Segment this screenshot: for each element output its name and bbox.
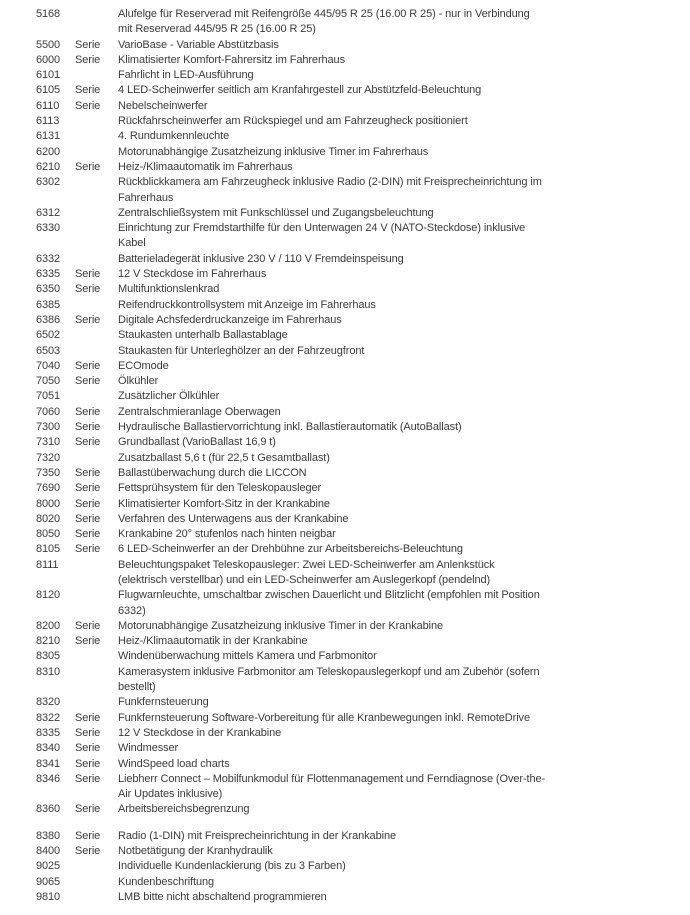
- option-description: [118, 206, 666, 221]
- option-description: [118, 695, 666, 710]
- option-description-line: Rückfahrscheinwerfer am Rückspiegel und am Fahrzeugheck positioniert: [118, 115, 468, 128]
- option-description: [118, 772, 666, 803]
- option-row: [36, 512, 666, 527]
- option-description: [118, 619, 666, 634]
- option-code: 6000: [36, 53, 61, 66]
- option-description: [118, 649, 666, 664]
- option-code: 7300: [36, 421, 61, 434]
- option-description-line: Beleuchtungspaket Teleskopausleger: Zwei LED-Scheinwerfer am Anlenkstück: [118, 558, 495, 571]
- option-description-line: Alufelge für Reserverad mit Reifengröße 445/95 R 25 (16.00 R 25) - nur in Verbindung: [118, 8, 530, 20]
- serie-flag: Serie: [75, 99, 101, 112]
- option-code: 8105: [36, 543, 61, 556]
- serie-flag: Serie: [75, 635, 101, 648]
- serie-flag: Serie: [75, 619, 101, 632]
- option-description-line: Staukasten für Unterleghölzer an der Fahrzeugfront: [118, 344, 365, 357]
- option-row: [36, 221, 666, 252]
- option-code: 6101: [36, 69, 61, 82]
- option-code: 7060: [36, 405, 61, 418]
- serie-flag: Serie: [75, 845, 101, 858]
- option-description-line: 4. Rundumkennleuchte: [118, 130, 230, 143]
- option-row: [36, 665, 666, 696]
- option-description-line: Krankabine 20° stufenlos nach hinten neigbar: [118, 528, 336, 541]
- option-code: 6210: [36, 160, 61, 173]
- option-description: [118, 420, 666, 435]
- option-description: [118, 451, 666, 466]
- option-row: [36, 99, 666, 114]
- option-description: [118, 7, 666, 38]
- serie-flag: Serie: [75, 829, 101, 842]
- option-code: 8111: [36, 558, 59, 571]
- option-description-line: Zusätzlicher Ölkühler: [118, 390, 220, 403]
- option-code: 8305: [36, 650, 61, 663]
- option-code: 7050: [36, 375, 61, 388]
- option-description-line: Heiz-/Klimaautomatik in der Krankabine: [118, 635, 308, 648]
- option-row: [36, 890, 666, 905]
- serie-flag: Serie: [75, 84, 101, 97]
- option-description-line: Grundballast (VarioBallast 16,9 t): [118, 436, 276, 449]
- option-row: [36, 772, 666, 803]
- option-description: [118, 389, 666, 404]
- option-code: 8320: [36, 696, 61, 709]
- option-description-line: Klimatisierter Komfort-Sitz in der Krankabine: [118, 497, 330, 510]
- option-description-line: Fahrerhaus: [118, 191, 174, 204]
- option-description: [118, 221, 666, 252]
- option-row: [36, 649, 666, 664]
- option-code: 7310: [36, 436, 61, 449]
- option-row: [36, 38, 666, 53]
- option-description-line: Verfahren des Unterwagens aus der Krankabine: [118, 512, 349, 525]
- option-description-line: Zusatzballast 5,6 t (für 22,5 t Gesamtballast): [118, 451, 330, 464]
- option-description-line: Rückblickkamera am Fahrzeugheck inklusive Radio (2-DIN) mit Freisprecheinrichtung im: [118, 176, 542, 189]
- option-description: [118, 175, 666, 206]
- option-code: 6335: [36, 268, 61, 281]
- option-row: [36, 313, 666, 328]
- option-description-line: 6332): [118, 604, 146, 617]
- option-code: 6312: [36, 206, 61, 219]
- option-code: 6330: [36, 222, 61, 235]
- option-row: [36, 497, 666, 512]
- option-code: 8000: [36, 497, 61, 510]
- option-description-line: Zentralschmieranlage Oberwagen: [118, 405, 281, 418]
- serie-flag: Serie: [75, 757, 101, 770]
- option-row: [36, 859, 666, 874]
- serie-flag: Serie: [75, 512, 101, 525]
- option-code: 8200: [36, 619, 61, 632]
- option-code: 6131: [36, 130, 61, 143]
- serie-flag: Serie: [75, 726, 101, 739]
- option-row: [36, 114, 666, 129]
- option-description-line: Individuelle Kundenlackierung (bis zu 3 Farben): [118, 860, 346, 873]
- option-code: 9810: [36, 890, 61, 903]
- option-code: 7040: [36, 359, 61, 372]
- option-row: [36, 328, 666, 343]
- serie-flag: Serie: [75, 436, 101, 449]
- option-description-line: Motorunabhängige Zusatzheizung inklusive Timer in der Krankabine: [118, 619, 444, 632]
- option-description: [118, 313, 666, 328]
- option-row: [36, 466, 666, 481]
- option-code: 6302: [36, 176, 61, 189]
- serie-flag: Serie: [75, 528, 101, 541]
- option-description: [118, 328, 666, 343]
- option-row: [36, 875, 666, 890]
- option-description-line: Motorunabhängige Zusatzheizung inklusive Timer im Fahrerhaus: [118, 145, 429, 158]
- option-description-line: Digitale Achsfederdruckanzeige im Fahrerhaus: [118, 313, 342, 326]
- option-row: [36, 68, 666, 83]
- option-code: 7320: [36, 451, 61, 464]
- option-description: [118, 542, 666, 557]
- option-description: [118, 875, 666, 890]
- option-description: [118, 252, 666, 267]
- option-description-line: 12 V Steckdose in der Krankabine: [118, 726, 282, 739]
- option-code: 6113: [36, 115, 60, 128]
- option-description-line: Reifendruckkontrollsystem mit Anzeige im Fahrerhaus: [118, 298, 376, 311]
- option-description: [118, 757, 666, 772]
- serie-flag: Serie: [75, 466, 101, 479]
- option-row: [36, 359, 666, 374]
- option-description-line: Funkfernsteuerung Software-Vorbereitung für alle Kranbewegungen inkl. RemoteDrive: [118, 711, 530, 724]
- option-description: [118, 68, 666, 83]
- option-description: [118, 83, 666, 98]
- option-description-line: mit Reserverad 445/95 R 25 (16.00 R 25): [118, 23, 316, 36]
- option-row: [36, 558, 666, 589]
- option-description-line: (elektrisch verstellbar) und ein LED-Scheinwerfer am Auslegerkopf (pendelnd): [118, 573, 491, 586]
- option-code: 8346: [36, 772, 61, 785]
- option-description: [118, 665, 666, 696]
- option-description-line: bestellt): [118, 681, 156, 694]
- option-description-line: Arbeitsbereichsbegrenzung: [118, 803, 250, 816]
- option-row: [36, 129, 666, 144]
- option-description: [118, 802, 666, 817]
- option-description: [118, 344, 666, 359]
- option-description: [118, 160, 666, 175]
- option-row: [36, 726, 666, 741]
- serie-flag: Serie: [75, 543, 101, 556]
- option-row: [36, 160, 666, 175]
- option-description: [118, 298, 666, 313]
- option-description: [118, 38, 666, 53]
- serie-flag: Serie: [75, 405, 101, 418]
- option-code: 5500: [36, 38, 61, 51]
- serie-flag: Serie: [75, 53, 101, 66]
- option-code: 8340: [36, 742, 61, 755]
- option-code: 5168: [36, 8, 61, 20]
- option-description: [118, 114, 666, 129]
- option-description: [118, 145, 666, 160]
- option-description-line: Radio (1-DIN) mit Freisprecheinrichtung in der Krankabine: [118, 829, 396, 842]
- option-description: [118, 374, 666, 389]
- option-description-line: Kamerasystem inklusive Farbmonitor am Teleskopauslegerkopf und am Zubehör (sofern: [118, 665, 540, 678]
- option-description: [118, 512, 666, 527]
- option-description: [118, 99, 666, 114]
- option-description-line: ECOmode: [118, 359, 169, 372]
- option-row: [36, 741, 666, 756]
- option-description-line: Air Updates inklusive): [118, 788, 223, 801]
- option-code: 6386: [36, 313, 61, 326]
- serie-flag: Serie: [75, 742, 101, 755]
- option-code: 7350: [36, 466, 61, 479]
- option-description: [118, 497, 666, 512]
- option-row: [36, 695, 666, 710]
- option-description-line: Kundenbeschriftung: [118, 875, 215, 888]
- option-row: [36, 634, 666, 649]
- option-description-line: Ölkühler: [118, 375, 159, 388]
- option-description-line: 6 LED-Scheinwerfer an der Drehbühne zur Arbeitsbereichs-Beleuchtung: [118, 543, 463, 556]
- option-description: [118, 741, 666, 756]
- option-description: [118, 859, 666, 874]
- option-row: [36, 53, 666, 68]
- option-code: 6385: [36, 298, 61, 311]
- option-description: [118, 267, 666, 282]
- option-description-line: 4 LED-Scheinwerfer seitlich am Kranfahrgestell zur Abstützfeld-Beleuchtung: [118, 84, 482, 97]
- option-code: 7051: [36, 390, 61, 403]
- option-description-line: Fettsprühsystem für den Teleskopausleger: [118, 482, 322, 495]
- serie-flag: Serie: [75, 359, 101, 372]
- option-code: 8020: [36, 512, 61, 525]
- option-code: 9025: [36, 860, 61, 873]
- option-row: [36, 844, 666, 859]
- option-description-line: LMB bitte nicht abschaltend programmieren: [118, 890, 327, 903]
- option-description-line: Windenüberwachung mittels Kamera und Farbmonitor: [118, 650, 377, 663]
- option-code: 8335: [36, 726, 61, 739]
- options-table: [36, 7, 666, 905]
- option-row: [36, 527, 666, 542]
- option-description: [118, 634, 666, 649]
- option-row: [36, 802, 666, 817]
- option-description-line: Heiz-/Klimaautomatik im Fahrerhaus: [118, 160, 293, 173]
- option-code: 6110: [36, 99, 60, 112]
- option-code: 8380: [36, 829, 61, 842]
- option-description: [118, 282, 666, 297]
- option-row: [36, 542, 666, 557]
- option-row: [36, 267, 666, 282]
- serie-flag: Serie: [75, 482, 101, 495]
- option-description-line: Hydraulische Ballastiervorrichtung inkl. Ballastierautomatik (AutoBallast): [118, 421, 462, 434]
- serie-flag: Serie: [75, 268, 101, 281]
- option-description-line: VarioBase - Variable Abstützbasis: [118, 38, 279, 51]
- option-description-line: Flugwarnleuchte, umschaltbar zwischen Dauerlicht und Blitzlicht (empfohlen mit Position: [118, 589, 540, 602]
- option-description-line: Kabel: [118, 237, 146, 250]
- option-row: [36, 435, 666, 450]
- serie-flag: Serie: [75, 803, 101, 816]
- option-code: 8400: [36, 845, 61, 858]
- option-description-line: Ballastüberwachung durch die LICCON: [118, 466, 307, 479]
- option-description-line: WindSpeed load charts: [118, 757, 230, 770]
- option-code: 8310: [36, 665, 61, 678]
- option-row: [36, 7, 666, 38]
- serie-flag: Serie: [75, 421, 101, 434]
- option-code: 8050: [36, 528, 61, 541]
- option-description: [118, 405, 666, 420]
- option-description: [118, 435, 666, 450]
- option-description-line: Staukasten unterhalb Ballastablage: [118, 329, 288, 342]
- option-row: [36, 374, 666, 389]
- option-row: [36, 405, 666, 420]
- option-description-line: Multifunktionslenkrad: [118, 283, 220, 296]
- option-code: 8341: [36, 757, 61, 770]
- serie-flag: Serie: [75, 283, 101, 296]
- option-description: [118, 844, 666, 859]
- option-description-line: 12 V Steckdose im Fahrerhaus: [118, 268, 267, 281]
- option-description-line: Liebherr Connect – Mobilfunkmodul für Flottenmanagement und Ferndiagnose (Over-the-: [118, 772, 546, 785]
- option-description: [118, 588, 666, 619]
- serie-flag: Serie: [75, 711, 101, 724]
- serie-flag: Serie: [75, 38, 101, 51]
- serie-flag: Serie: [75, 375, 101, 388]
- row-gap: [36, 818, 666, 829]
- option-row: [36, 344, 666, 359]
- option-description-line: Batterieladegerät inklusive 230 V / 110 V Fremdeinspeisung: [118, 252, 404, 265]
- option-description: [118, 890, 666, 905]
- option-code: 8322: [36, 711, 61, 724]
- option-code: 6332: [36, 252, 61, 265]
- option-code: 8360: [36, 803, 61, 816]
- option-code: 6200: [36, 145, 61, 158]
- option-row: [36, 282, 666, 297]
- option-row: [36, 252, 666, 267]
- option-description-line: Windmesser: [118, 742, 179, 755]
- option-code: 6105: [36, 84, 61, 97]
- serie-flag: Serie: [75, 160, 101, 173]
- option-row: [36, 829, 666, 844]
- option-description-line: Einrichtung zur Fremdstarthilfe für den Unterwagen 24 V (NATO-Steckdose) inklusive: [118, 222, 526, 235]
- option-description: [118, 481, 666, 496]
- option-row: [36, 175, 666, 206]
- option-description: [118, 129, 666, 144]
- option-description: [118, 726, 666, 741]
- option-description: [118, 558, 666, 589]
- option-code: 7690: [36, 482, 61, 495]
- option-code: 8210: [36, 635, 61, 648]
- option-row: [36, 206, 666, 221]
- option-description-line: Notbetätigung der Kranhydraulik: [118, 845, 273, 858]
- option-code: 6350: [36, 283, 61, 296]
- option-code: 8120: [36, 589, 61, 602]
- option-row: [36, 145, 666, 160]
- serie-flag: Serie: [75, 313, 101, 326]
- option-description-line: Klimatisierter Komfort-Fahrersitz im Fahrerhaus: [118, 53, 345, 66]
- serie-flag: Serie: [75, 772, 101, 785]
- option-row: [36, 298, 666, 313]
- option-description: [118, 466, 666, 481]
- option-description-line: Fahrlicht in LED-Ausführung: [118, 69, 254, 82]
- option-code: 9065: [36, 875, 61, 888]
- option-description-line: Funkfernsteuerung: [118, 696, 209, 709]
- option-row: [36, 619, 666, 634]
- option-row: [36, 389, 666, 404]
- option-code: 6502: [36, 329, 61, 342]
- option-description: [118, 829, 666, 844]
- option-row: [36, 420, 666, 435]
- option-description: [118, 527, 666, 542]
- option-code: 6503: [36, 344, 61, 357]
- option-description: [118, 359, 666, 374]
- option-row: [36, 711, 666, 726]
- option-description-line: Nebelscheinwerfer: [118, 99, 208, 112]
- option-row: [36, 451, 666, 466]
- serie-flag: Serie: [75, 497, 101, 510]
- option-row: [36, 588, 666, 619]
- option-row: [36, 757, 666, 772]
- option-row: [36, 83, 666, 98]
- option-description-line: Zentralschließsystem mit Funkschlüssel und Zugangsbeleuchtung: [118, 206, 434, 219]
- option-description: [118, 711, 666, 726]
- option-description: [118, 53, 666, 68]
- option-row: [36, 481, 666, 496]
